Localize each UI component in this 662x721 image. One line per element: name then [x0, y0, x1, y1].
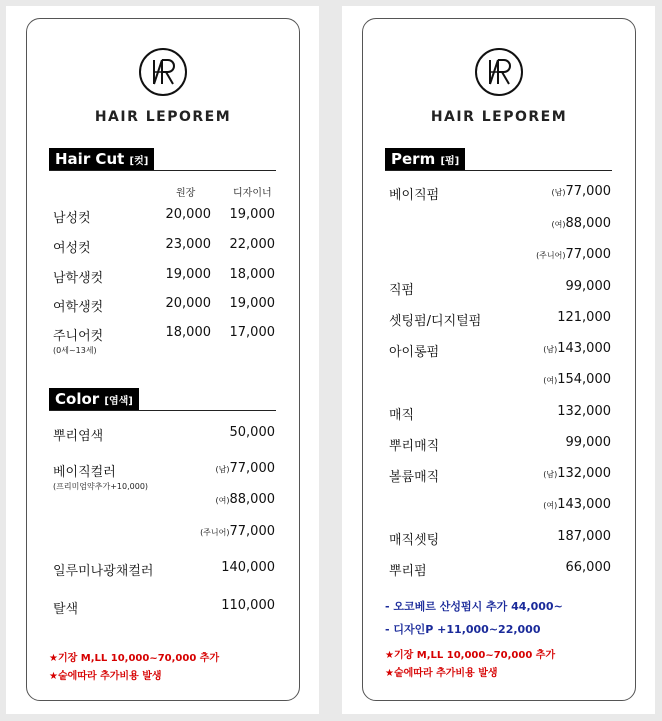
list-item: (주니어)77,000	[536, 247, 611, 262]
col-head-designer: 디자이너	[233, 188, 272, 199]
list-item: 남학생컷 19,000 18,000	[53, 267, 275, 286]
right-menu-card	[362, 18, 636, 701]
basic-color-note: (프리미엄약추가+10,000)	[53, 482, 149, 491]
blue-note-design-perm: - 디자인P +11,000~22,000	[385, 623, 541, 636]
col-head-director: 원장	[176, 188, 196, 199]
list-item: 직펌 99,000	[389, 279, 611, 298]
haircut-title-tag: Hair Cut [컷]	[49, 148, 154, 170]
list-item: 일루미나광채컬러 140,000	[53, 560, 275, 579]
list-item: 베이직펌 (남)77,000	[389, 184, 611, 203]
junior-age-note: (0세~13세)	[53, 346, 97, 355]
list-item: (여)88,000	[551, 216, 611, 231]
haircut-header	[49, 148, 276, 171]
list-item: 셋팅펌/디지털펌 121,000	[389, 310, 611, 329]
brand-name: HAIR LEPOREM	[430, 109, 568, 125]
list-item: 여성컷 23,000 22,000	[53, 237, 275, 256]
blue-note-acid-perm: - 오코베르 산성펌시 추가 44,000~	[385, 600, 563, 613]
star-note-volume: ★숱에따라 추가비용 발생	[49, 671, 162, 682]
list-item: 아이롱펌 (남)143,000	[389, 341, 611, 360]
list-item: 매직 132,000	[389, 404, 611, 423]
list-item: 주니어컷 18,000 17,000	[53, 325, 275, 344]
list-item: 매직셋팅 187,000	[389, 529, 611, 548]
logo	[27, 47, 299, 125]
left-menu-sheet	[6, 6, 319, 714]
right-menu-sheet	[342, 6, 655, 714]
hr-logo-icon	[474, 47, 524, 97]
star-note-volume: ★숱에따라 추가비용 발생	[385, 668, 498, 679]
color-header	[49, 388, 276, 411]
perm-title-tag: Perm [펌]	[385, 148, 465, 170]
list-item: 볼륨매직 (남)132,000	[389, 466, 611, 485]
list-item: (여)154,000	[543, 372, 611, 387]
list-item: 여학생컷 20,000 19,000	[53, 296, 275, 315]
list-item: 남성컷 20,000 19,000	[53, 207, 275, 226]
list-item: 뿌리매직 99,000	[389, 435, 611, 454]
list-item: 뿌리펌 66,000	[389, 560, 611, 579]
left-menu-card	[26, 18, 300, 701]
perm-header	[385, 148, 612, 171]
logo	[363, 47, 635, 125]
brand-name: HAIR LEPOREM	[94, 109, 232, 125]
color-title-tag: Color [염색]	[49, 388, 139, 410]
list-item: (주니어)77,000	[200, 524, 275, 539]
list-item: (여)88,000	[215, 492, 275, 507]
star-note-length: ★기장 M,LL 10,000~70,000 추가	[385, 650, 556, 661]
list-item: 뿌리염색 50,000	[53, 425, 275, 444]
list-item: 탈색 110,000	[53, 598, 275, 617]
hr-logo-icon	[138, 47, 188, 97]
star-note-length: ★기장 M,LL 10,000~70,000 추가	[49, 653, 220, 664]
list-item: (여)143,000	[543, 497, 611, 512]
list-item: 베이직컬러 (남)77,000	[53, 461, 275, 480]
